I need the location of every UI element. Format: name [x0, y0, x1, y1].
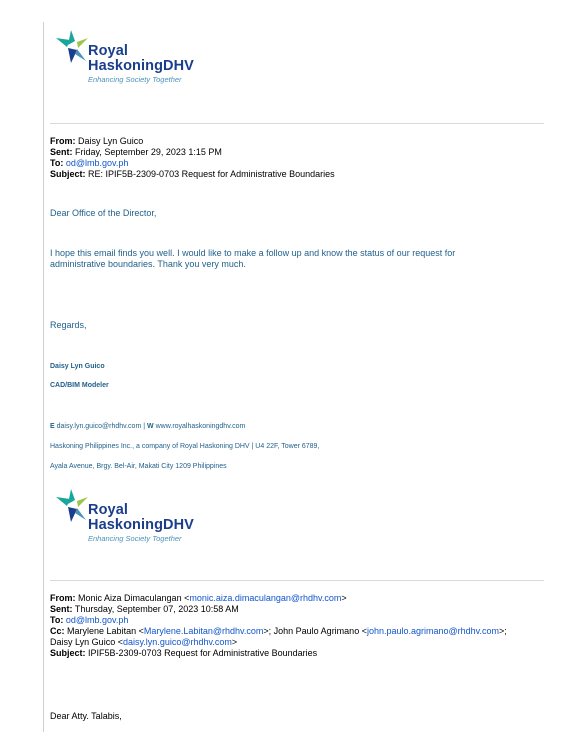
from-row: From: Monic Aiza Dimaculangan <monic.aiza.dimaculangan@rhdhv.com>	[50, 593, 347, 603]
from-email-link[interactable]: monic.aiza.dimaculangan@rhdhv.com	[189, 593, 342, 603]
body-line-1: I hope this email finds you well. I would like to make a follow up and know the status of our request for	[50, 248, 456, 258]
separator	[50, 580, 544, 581]
to-label: To:	[50, 615, 64, 625]
to-email-link[interactable]: od@lmb.gov.ph	[65, 158, 129, 168]
from-value: Daisy Lyn Guico	[78, 136, 144, 146]
message-header	[50, 593, 545, 659]
logo-name-line1: Royal	[88, 43, 128, 59]
subject-label: Subject:	[50, 648, 86, 658]
subject-label: Subject:	[50, 169, 86, 179]
signature-web-link[interactable]: www.royalhaskoningdhv.com	[155, 423, 246, 430]
logo-tagline: Enhancing Society Together	[88, 75, 182, 84]
star-logo-icon	[55, 28, 89, 64]
cc3-name: Daisy Lyn Guico	[50, 637, 116, 647]
subject-value: RE: IPIF5B-2309-0703 Request for Administrative Boundaries	[88, 169, 335, 179]
greeting: Dear Atty. Talabis,	[50, 711, 122, 721]
message-header	[50, 136, 545, 180]
web-label: W	[147, 423, 154, 430]
to-row	[50, 615, 545, 626]
cc1-email-link[interactable]: Marylene.Labitan@rhdhv.com	[143, 626, 264, 636]
greeting: Dear Office of the Director,	[50, 208, 157, 218]
subject-row	[50, 648, 545, 659]
from-row	[50, 136, 545, 147]
email-label: E	[50, 423, 55, 430]
signature-company: Haskoning Philippines Inc., a company of Royal Haskoning DHV | U4 22F, Tower 6789,	[50, 443, 320, 450]
cc-label: Cc:	[50, 626, 65, 636]
to-label: To:	[50, 158, 64, 168]
to-row	[50, 158, 545, 169]
signature-name	[50, 362, 105, 371]
contact-separator: |	[143, 423, 146, 430]
left-border-line	[43, 22, 44, 732]
star-logo-icon	[55, 487, 89, 523]
subject-value: IPIF5B-2309-0703 Request for Administrative Boundaries	[88, 648, 318, 658]
subject-row	[50, 169, 545, 180]
sent-label: Sent:	[50, 604, 73, 614]
from-label: From:	[50, 593, 76, 603]
sent-label: Sent:	[50, 147, 73, 157]
logo-name-line2: HaskoningDHV	[88, 58, 194, 74]
sent-value: Friday, September 29, 2023 1:15 PM	[75, 147, 222, 157]
sent-row	[50, 604, 545, 615]
signature-address: Ayala Avenue, Brgy. Bel-Air, Makati City 1209 Philippines	[50, 463, 227, 470]
signature-contact	[50, 422, 245, 431]
cc1-name: Marylene Labitan	[67, 626, 137, 636]
from-label: From:	[50, 136, 76, 146]
from-name: Monic Aiza Dimaculangan	[78, 593, 182, 603]
logo-tagline: Enhancing Society Together	[88, 534, 182, 543]
cc-row: Cc: Marylene Labitan <Marylene.Labitan@rhdhv.com>; John Paulo Agrimano <john.paulo.agrimano@rhdhv.com>; Daisy Lyn Guico <daisy.lyn.guico@rhdhv.com>	[50, 626, 507, 647]
logo-name-line2: HaskoningDHV	[88, 517, 194, 533]
cc2-name: John Paulo Agrimano	[273, 626, 360, 636]
logo-name-line1: Royal	[88, 502, 128, 518]
cc2-email-link[interactable]: john.paulo.agrimano@rhdhv.com	[366, 626, 500, 636]
company-logo	[55, 28, 195, 88]
sent-value: Thursday, September 07, 2023 10:58 AM	[74, 604, 239, 614]
signature-title-text: CAD/BIM Modeler	[50, 382, 109, 389]
signature-email-link[interactable]: daisy.lyn.guico@rhdhv.com	[56, 423, 142, 430]
body-line-2: administrative boundaries. Thank you very much.	[50, 259, 246, 269]
closing: Regards,	[50, 320, 87, 330]
to-email-link[interactable]: od@lmb.gov.ph	[65, 615, 129, 625]
sent-row	[50, 147, 545, 158]
signature-name-text: Daisy Lyn Guico	[50, 363, 105, 370]
separator	[50, 123, 544, 124]
cc3-email-link[interactable]: daisy.lyn.guico@rhdhv.com	[122, 637, 232, 647]
signature-title	[50, 381, 109, 390]
company-logo	[55, 487, 195, 547]
